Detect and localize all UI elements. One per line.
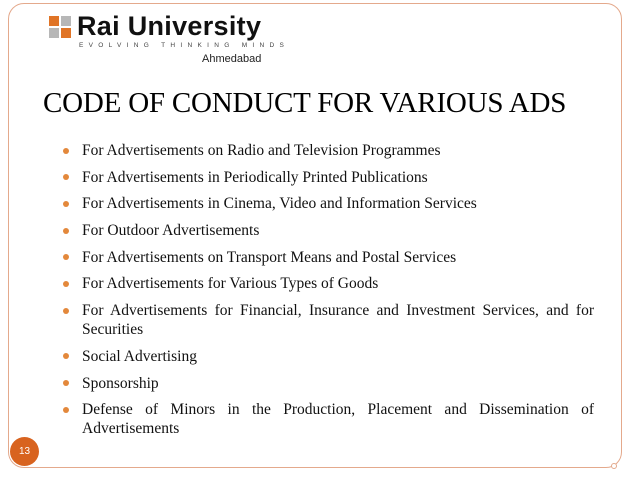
page-number-badge: 13 (10, 437, 39, 466)
bullet-text: For Advertisements for Various Types of Goods (82, 275, 379, 293)
bullet-item (62, 347, 594, 366)
bullet-item (62, 194, 594, 213)
bullet-text: For Advertisements on Transport Means and Postal Services (82, 248, 457, 266)
bullet-dot-icon (63, 254, 69, 260)
bullet-item (62, 168, 594, 187)
bullet-dot-icon (63, 174, 69, 180)
bullet-dot-icon (63, 308, 69, 314)
corner-dot (611, 463, 617, 469)
bullet-dot-icon (63, 281, 69, 287)
bullet-item (62, 141, 594, 160)
bullet-item (62, 400, 594, 438)
slide-title: CODE OF CONDUCT FOR VARIOUS ADS (43, 87, 567, 119)
bullet-item (62, 248, 594, 267)
slide-frame (8, 3, 622, 468)
bullet-list (62, 141, 594, 446)
logo-mark-icon (49, 16, 71, 38)
bullet-text: For Advertisements in Cinema, Video and Information Services (82, 195, 477, 213)
bullet-dot-icon (63, 228, 69, 234)
bullet-text: Sponsorship (82, 374, 159, 392)
bullet-dot-icon (63, 201, 69, 207)
logo-name: Rai University (77, 11, 262, 41)
bullet-dot-icon (63, 353, 69, 359)
logo-tagline: EVOLVING THINKING MINDS (79, 42, 290, 49)
bullet-item (62, 274, 594, 293)
bullet-dot-icon (63, 148, 69, 154)
logo-city: Ahmedabad (202, 53, 262, 65)
university-logo (49, 11, 290, 68)
bullet-text: For Outdoor Advertisements (82, 222, 260, 240)
bullet-text: For Advertisements on Radio and Television Programmes (82, 142, 441, 159)
bullet-text: Defense of Minors in the Production, Placement and Dissemination of Advertisements (82, 401, 594, 438)
bullet-text: For Advertisements for Financial, Insurance and Investment Services, and for Securities (82, 302, 594, 339)
bullet-item (62, 301, 594, 339)
bullet-dot-icon (63, 380, 69, 386)
bullet-text: Social Advertising (82, 347, 197, 365)
bullet-dot-icon (63, 407, 69, 413)
bullet-text: For Advertisements in Periodically Printed Publications (82, 168, 428, 186)
bullet-item (62, 374, 594, 393)
bullet-item (62, 221, 594, 240)
